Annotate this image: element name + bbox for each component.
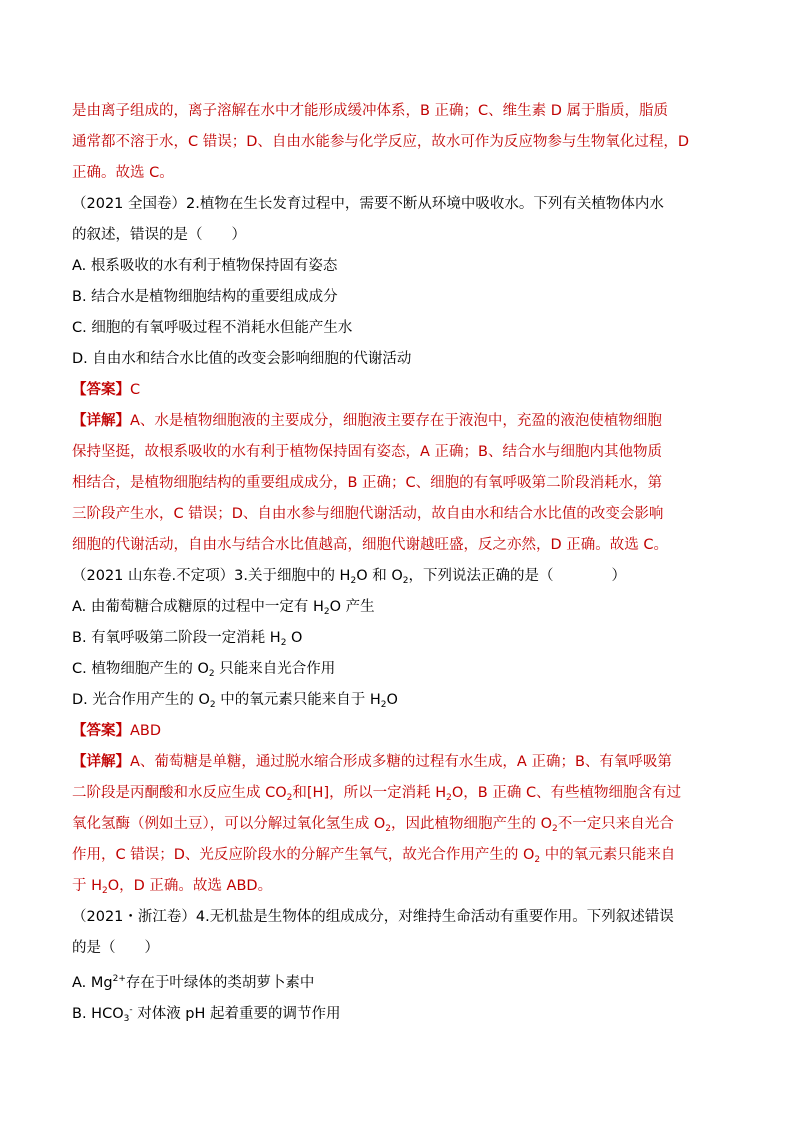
- detail-text: 中的氧元素只能来自: [540, 847, 676, 863]
- option-text: B. 有氧呼吸第二阶段一定消耗 H: [72, 630, 281, 646]
- superscript: 2+: [112, 974, 126, 984]
- detail-line: [72, 840, 732, 871]
- answer-tag: 【答案】: [72, 723, 130, 739]
- question-3-answer: [72, 716, 732, 747]
- answer-value: ABD: [130, 723, 162, 739]
- question-4-stem: （2021・浙江卷）4.无机盐是生物体的组成成分，对维持生命活动有重要作用。下列叙述错误: [72, 909, 674, 925]
- detail-line: 通常都不溶于水，C 错误；D、自由水能参与化学反应，故水可作为反应物参与生物氧化过程，D: [72, 134, 690, 150]
- detail-line: 正确。故选 C。: [72, 165, 174, 181]
- answer-value: C: [130, 382, 141, 398]
- question-3-detail: [72, 747, 732, 778]
- detail-text: 氧化氢酶（例如土豆），可以分解过氧化氢生成 O: [72, 816, 386, 832]
- detail-line: 三阶段产生水，C 错误；D、自由水参与细胞代谢活动，故自由水和结合水比值的改变会影响: [72, 506, 664, 522]
- question-3-option-c: [72, 654, 732, 685]
- option-text: D. 光合作用产生的 O: [72, 692, 210, 708]
- option-text: O 产生: [329, 599, 375, 615]
- subscript: 2: [102, 886, 108, 896]
- question-2-option-b: B. 结合水是植物细胞结构的重要组成成分: [72, 289, 338, 305]
- question-3-option-b: [72, 623, 732, 654]
- detail-line: 保持坚挺，故根系吸收的水有利于植物保持固有姿态，A 正确；B、结合水与细胞内其他物质: [72, 444, 662, 460]
- detail-line: [72, 778, 732, 809]
- subscript: 2: [350, 576, 357, 586]
- option-text: 存在于叶绿体的类胡萝卜素中: [125, 975, 315, 991]
- stem-text: （2021 山东卷.不定项）3.关于细胞中的 H: [72, 568, 351, 584]
- subscript: 2: [380, 700, 387, 710]
- option-text: A. 由葡萄糖合成糖原的过程中一定有 H: [72, 599, 324, 615]
- subscript: 2: [385, 824, 392, 834]
- stem-text: ，下列说法正确的是（ ）: [408, 568, 626, 584]
- question-3-option-d: [72, 685, 732, 716]
- question-4-option-b: [72, 995, 732, 1026]
- question-2-stem: （2021 全国卷）2.植物在生长发育过程中，需要不断从环境中吸收水。下列有关植物体内水: [72, 196, 664, 212]
- option-text: 对体液 pH 起着重要的调节作用: [132, 1006, 341, 1022]
- question-2-stem: 的叙述，错误的是（ ）: [72, 227, 246, 243]
- superscript: -: [129, 1005, 133, 1015]
- subscript: 2: [534, 855, 541, 865]
- question-2-option-d: D. 自由水和结合水比值的改变会影响细胞的代谢活动: [72, 351, 412, 367]
- detail-text: 作用，C 错误；D、光反应阶段水的分解产生氧气，故光合作用产生的 O: [72, 847, 535, 863]
- detail-tag: 【详解】: [72, 754, 130, 770]
- detail-line: 细胞的代谢活动，自由水与结合水比值越高，细胞代谢越旺盛，反之亦然，D 正确。故选 C。: [72, 537, 669, 553]
- detail-text: 不一定只来自光合: [557, 816, 674, 832]
- detail-line: 是由离子组成的，离子溶解在水中才能形成缓冲体系，B 正确；C、维生素 D 属于脂质，脂质: [72, 103, 669, 119]
- detail-line: [72, 809, 732, 840]
- option-text: 中的氧元素只能来自于 H: [215, 692, 381, 708]
- detail-text: A、葡萄糖是单糖，通过脱水缩合形成多糖的过程有水生成，A 正确；B、有氧呼吸第: [130, 754, 672, 770]
- stem-text: O 和 O: [356, 568, 403, 584]
- detail-tag: 【详解】: [72, 413, 130, 429]
- detail-text: ，因此植物细胞产生的 O: [391, 816, 553, 832]
- subscript: 2: [402, 576, 409, 586]
- option-text: O: [286, 630, 303, 646]
- detail-text: 二阶段是丙酮酸和水反应生成 CO: [72, 785, 287, 801]
- detail-text: A、水是植物细胞液的主要成分，细胞液主要存在于液泡中，充盈的液泡使植物细胞: [130, 413, 662, 429]
- question-4-option-a: [72, 964, 732, 995]
- detail-text: 和[H]，所以一定消耗 H: [292, 785, 447, 801]
- question-4-stem: 的是（ ）: [72, 940, 159, 956]
- subscript: 3: [123, 1014, 130, 1024]
- subscript: 2: [552, 824, 558, 834]
- question-3-stem: [72, 561, 732, 592]
- subscript: 2: [209, 700, 216, 710]
- question-3-option-a: [72, 592, 732, 623]
- subscript: 2: [323, 607, 330, 617]
- detail-line: [72, 871, 732, 902]
- question-2-option-a: A. 根系吸收的水有利于植物保持固有姿态: [72, 258, 338, 274]
- option-text: B. HCO: [72, 1006, 124, 1022]
- subscript: 2: [208, 669, 215, 679]
- subscript: 2: [286, 793, 293, 803]
- option-text: C. 植物细胞产生的 O: [72, 661, 209, 677]
- detail-line: 相结合，是植物细胞结构的重要组成成分，B 正确；C、细胞的有氧呼吸第二阶段消耗水，第: [72, 475, 663, 491]
- question-2-answer: [72, 375, 732, 406]
- detail-text: 于 H: [72, 878, 103, 894]
- document-content: [72, 96, 732, 1026]
- answer-tag: 【答案】: [72, 382, 130, 398]
- subscript: 2: [446, 793, 452, 803]
- question-2-detail: [72, 406, 732, 437]
- subscript: 2: [280, 638, 287, 648]
- option-text: 只能来自光合作用: [214, 661, 336, 677]
- question-2-option-c: C. 细胞的有氧呼吸过程不消耗水但能产生水: [72, 320, 353, 336]
- option-text: A. Mg: [72, 975, 113, 991]
- detail-text: O，B 正确 C、有些植物细胞含有过: [451, 785, 682, 801]
- detail-text: O，D 正确。故选 ABD。: [107, 878, 273, 894]
- option-text: O: [386, 692, 398, 708]
